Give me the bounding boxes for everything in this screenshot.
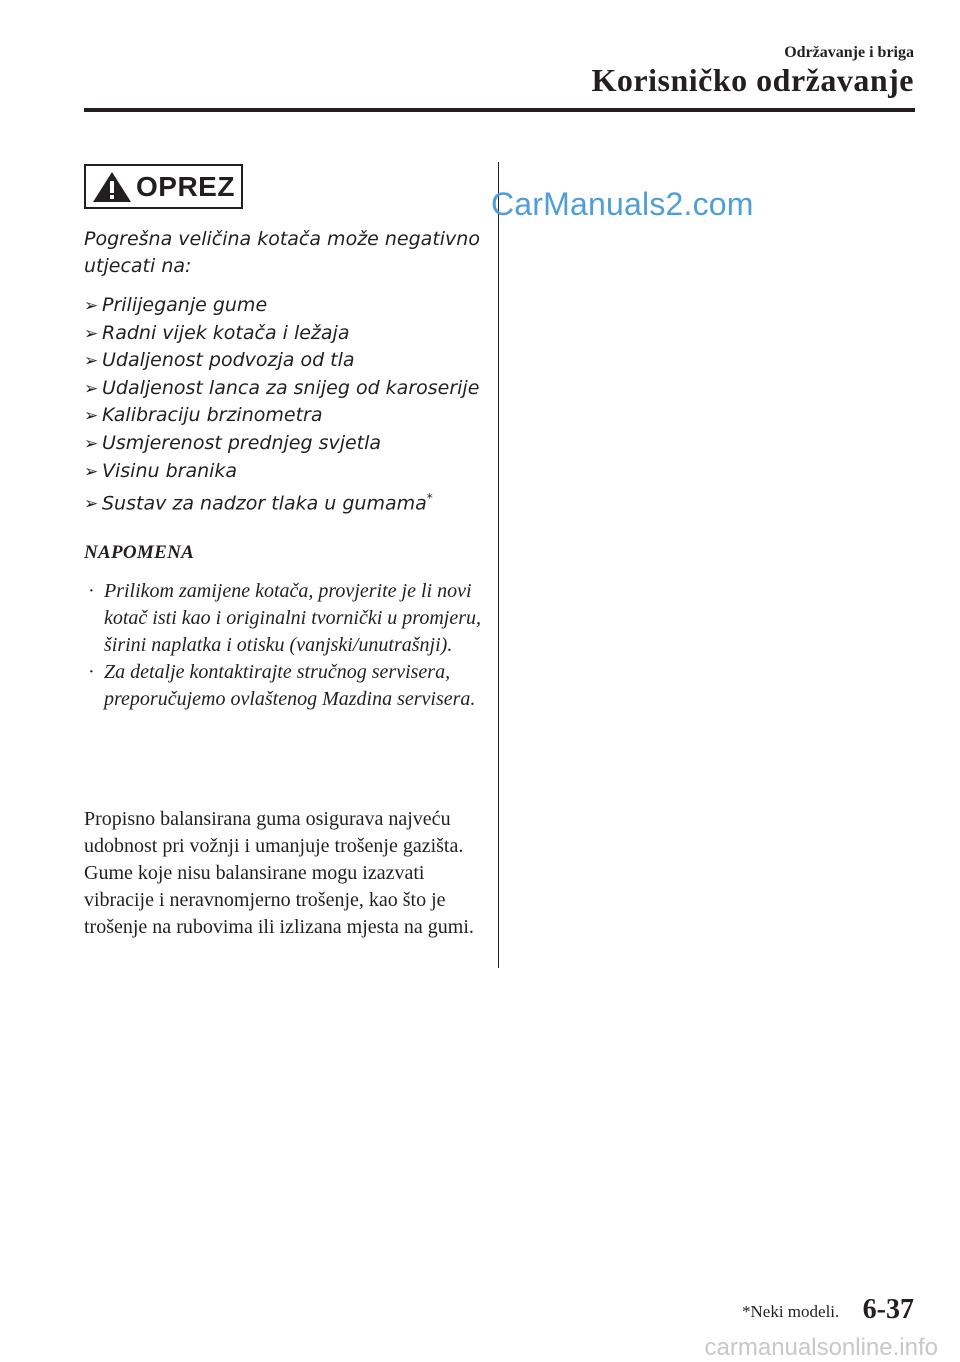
footnote-mark: * — [426, 491, 433, 506]
footnote: *Neki modeli. — [742, 1302, 840, 1321]
arrow-bullet-icon: ➢ — [84, 296, 99, 316]
list-item: ➢ Radni vijek kotača i ležaja — [84, 320, 494, 348]
list-item: ➢ Visinu branika — [84, 458, 494, 486]
arrow-bullet-icon: ➢ — [84, 461, 99, 482]
page-number: 6-37 — [862, 1294, 914, 1325]
column-divider — [498, 162, 499, 968]
arrow-bullet-icon: ➢ — [84, 323, 99, 344]
dot-bullet-icon: · — [88, 580, 95, 602]
arrow-bullet-icon: ➢ — [84, 378, 99, 399]
list-item: ➢ Udaljenost lanca za snijeg od karoserije — [84, 375, 494, 403]
list-item: ➢ Kalibraciju brzinometra — [84, 402, 494, 430]
source-watermark-link[interactable]: carmanualsonline.info — [704, 1334, 938, 1361]
caution-label: OPREZ — [136, 170, 235, 202]
list-item: ➢ Udaljenost podvozja od tla — [84, 347, 494, 375]
arrow-bullet-icon: ➢ — [84, 351, 99, 372]
arrow-bullet-icon: ➢ — [84, 494, 99, 515]
list-item: · Prilikom zamijene kotača, provjerite je li novi kotač isti kao i originalni tvornički u promjeru, širini naplatka i otisku (vanjski/unutrašnji). — [88, 580, 481, 656]
caution-badge — [84, 164, 243, 209]
list-item: ➢ Usmjerenost prednjeg svjetla — [84, 430, 494, 458]
page-title: Korisničko održavanje — [591, 62, 914, 98]
list-item: · Za detalje kontaktirajte stručnog servisera, preporučujemo ovlaštenog Mazdina servisera. — [88, 661, 476, 710]
body-paragraph: Propisno balansirana guma osigurava najveću udobnost pri vožnji i umanjuje trošenje gazišta. Gume koje nisu balansirane mogu izazvati vibracije i neravnomjerno trošenje, kao što je trošenje na rubovima ili izlizana mjesta na gumi. — [84, 808, 474, 938]
caution-list — [84, 292, 494, 513]
note-list — [84, 578, 484, 713]
note-heading: NAPOMENA — [84, 542, 195, 563]
watermark-link[interactable]: CarManuals2.com — [491, 186, 754, 222]
arrow-bullet-icon: ➢ — [84, 406, 99, 427]
arrow-bullet-icon: ➢ — [84, 433, 99, 454]
dot-bullet-icon: · — [88, 661, 95, 683]
warning-triangle-icon — [92, 171, 132, 203]
header-divider — [84, 108, 915, 112]
section-title: Održavanje i briga — [784, 44, 914, 61]
caution-lead-text: Pogrešna veličina kotača može negativno utjecati na: — [84, 228, 480, 277]
list-item: ➢ Sustav za nadzor tlaka u gumama* — [84, 485, 494, 513]
list-item: ➢ Prilijeganje gume — [84, 292, 494, 320]
